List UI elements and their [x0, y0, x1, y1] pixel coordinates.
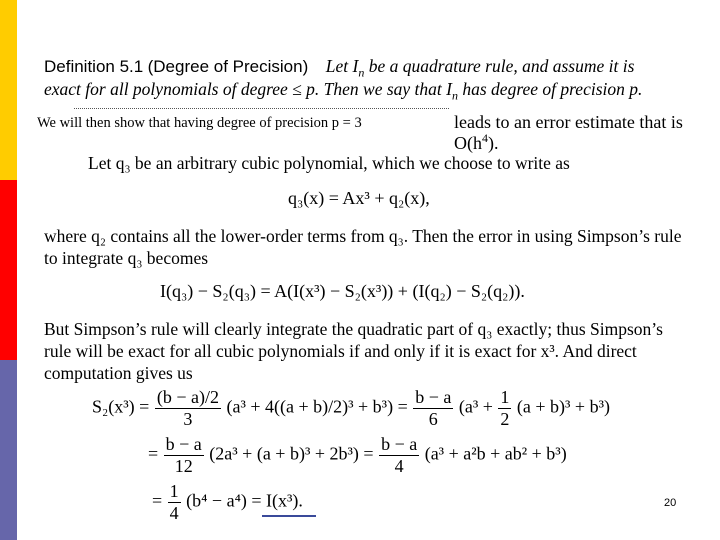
equation-2: I(q₃) − S₂(q₃) = A(I(x³) − S₂(x³)) + (I(q₂) − S₂(q₂)).: [160, 281, 525, 301]
error-estimate-big-text: leads to an error estimate that is $O(h^4)$.: [454, 112, 683, 153]
result-underline: [262, 515, 316, 517]
accent-bar-yellow: [0, 0, 17, 180]
accent-bar-purple: [0, 360, 17, 540]
paragraph-1: Let q₃ be an arbitrary cubic polynomial, which we choose to write as: [88, 153, 570, 173]
computation-line-1: S₂(x³) = $\frac{(b - a)/2}{3}$ (a³ + 4((a + b)/2)³ + b³) = $\frac{b - a}{6}$ (a³ + $\frac{1}{2}$ (a + b)³ + b³): [92, 387, 610, 429]
definition-sub-1: n: [358, 65, 365, 80]
equation-1: q₃(x) = Ax³ + q₂(x),: [288, 188, 430, 208]
page-number: 20: [664, 497, 677, 509]
definition-block: [44, 55, 694, 101]
computation-line-3: = $\frac{1}{4}$ (b⁴ − a⁴) = I(x³).: [152, 481, 303, 523]
definition-text-4: has degree of precision p.: [458, 79, 643, 99]
computation-line-2: = $\frac{b - a}{12}$ (2a³ + (a + b)³ + 2b³) = $\frac{b - a}{4}$ (a³ + a²b + ab² + b³): [148, 434, 567, 476]
error-estimate-small-text: We will then show that having degree of precision p = 3: [37, 115, 362, 131]
definition-text-3: exact for all polynomials of degree ≤ p. Then we say that I: [44, 79, 452, 99]
accent-bar-red: [0, 180, 17, 360]
definition-heading: Definition 5.1: [44, 57, 144, 76]
paragraph-3: But Simpson’s rule will clearly integrate the quadratic part of q₃ exactly; thus Simpson’s rule will be exact for all cubic polynomials if and only if it is exact for x³. And direct computation gives us: [44, 319, 663, 383]
clipped-text-remnant: [74, 108, 449, 113]
definition-sub-2: n: [452, 88, 458, 103]
definition-heading-title: (Degree of Precision): [147, 57, 309, 76]
error-estimate-line: [37, 111, 707, 153]
definition-text-1: Let I: [325, 56, 359, 76]
paragraph-2: where q₂ contains all the lower-order terms from q₃. Then the error in using Simpson’s rule to integrate q₃ becomes: [44, 226, 682, 268]
definition-text-2: be a quadrature rule, and assume it is: [364, 56, 635, 76]
